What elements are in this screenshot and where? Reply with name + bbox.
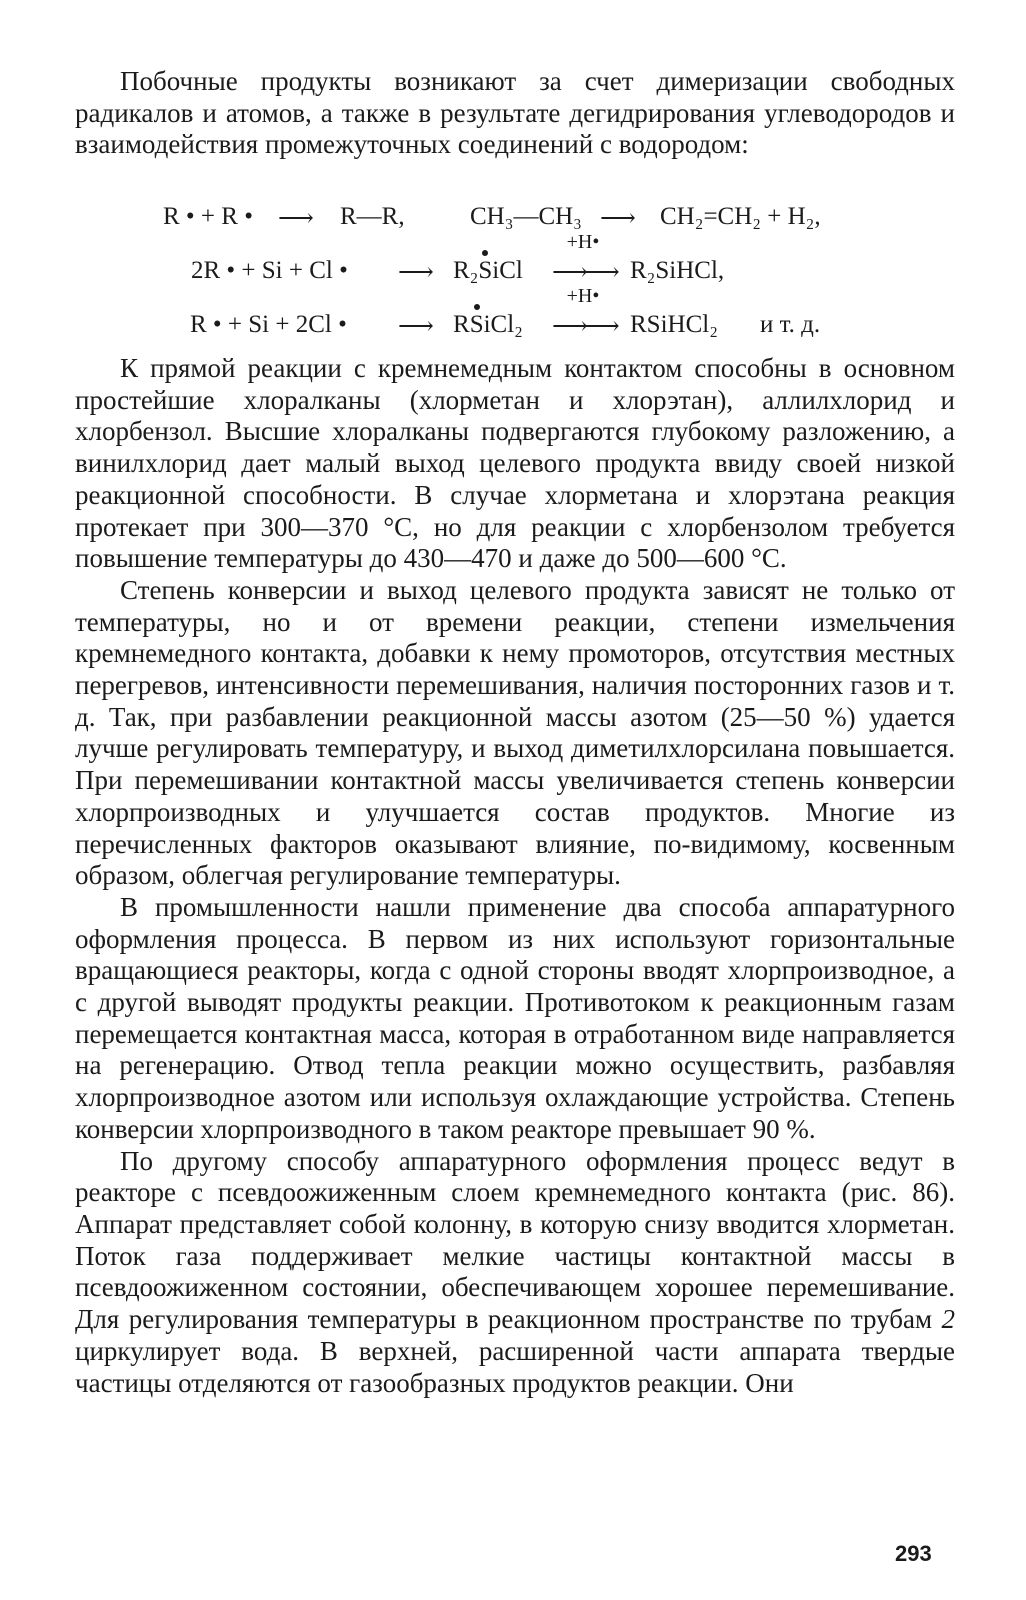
reaction-equations [0, 195, 1026, 345]
eq4-arrow-label: +H• [566, 285, 600, 307]
eq2-arrow: ⟶ [600, 205, 636, 232]
intro-text [75, 66, 955, 161]
eq1-reactants: R • + R • [163, 203, 253, 230]
eq2-products: CH₂=CH₂ + H₂, [660, 203, 821, 230]
radical-dot: S [478, 257, 493, 284]
eq1-product: R—R, [340, 203, 405, 230]
figure-ref-number: 2 [941, 1304, 956, 1335]
eq3-arrow-line: ⟶⟶ [552, 259, 616, 286]
paragraph-2: Степень конверсии и выход целевого продукта зависят не только от температуры, но и от времени реакции, степени измельчения кремнемедного контакта, добавки к нему промоторов, отсутствия местных перегревов, интенсивности перемешивания, наличия посторонних газов и т. д. Так, при разбавлении реакционной массы азотом (25—50 %) удается лучше регулировать температуру, и выход диметилхлорсилана повышается. При перемешивании контактной массы увеличивается степень конверсии хлорпроизводных и улучшается состав продуктов. Многие из перечисленных факторов оказывают влияние, по-видимому, косвенным образом, облегчая регулирование температуры. [75, 574, 955, 891]
body-text [75, 353, 955, 1399]
eq4-arrow: ⟶ [398, 313, 434, 340]
eq4-arrow-line: ⟶⟶ [552, 313, 616, 340]
intro-paragraph: Побочные продукты возникают за счет димеризации свободных радикалов и атомов, а также в результате дегидрирования углеводородов и взаимодействия промежуточных соединений с водородом: [75, 66, 955, 160]
eq3-product: R₂SiHCl, [630, 257, 725, 284]
eq4-reactants: R • + Si + 2Cl • [190, 311, 347, 338]
paragraph-1: К прямой реакции с кремнемедным контактом способны в основном простейшие хлоралканы (хлорметан и хлорэтан), аллилхлорид и хлорбензол. Высшие хлоралканы подвергаются глубокому разложению, а винилхлорид дает малый выход целевого продукта ввиду своей низкой реакционной способности. В случае хлорметана и хлорэтана реакция протекает при 300—370 °С, но для реакции с хлорбензолом требуется повышение температуры до 430—470 и даже до 500—600 °С. [75, 353, 955, 574]
eq3-arrow-label: +H• [566, 231, 600, 253]
eq4-product: RSiHCl₂ [630, 311, 718, 338]
paragraph-4-part-2: циркулирует вода. В верхней, расширенной части аппарата твердые частицы отделяются от газообразных продуктов реакции. Они [75, 1335, 955, 1398]
eq3-reactants: 2R • + Si + Cl • [191, 257, 348, 284]
eq3-intermediate: R₂SiCl [453, 257, 523, 284]
radical-dot: S [469, 311, 484, 338]
eq1-arrow: ⟶ [278, 205, 314, 232]
paragraph-4-part-1: По другому способу аппаратурного оформления процесс ведут в реакторе с псевдоожиженным слоем кремнемедного контакта (рис. 86). Аппарат представляет собой колонну, в которую снизу вводится хлорметан. Поток газа поддерживает мелкие частицы контактной массы в псевдоожиженном состоянии, обеспечивающем хорошее перемешивание. Для регулирования температуры в реакционном пространстве по трубам [75, 1145, 955, 1335]
paragraph-3: В промышленности нашли применение два способа аппаратурного оформления процесса. В первом из них используют горизонтальные вращающиеся реакторы, когда с одной стороны вводят хлорпроизводное, а с другой выводят продукты реакции. Противотоком к реакционным газам перемещается контактная масса, которая в отработанном виде направляется на регенерацию. Отвод тепла реакции можно осуществить, разбавляя хлорпроизводное азотом или используя охлаждающие устройства. Степень конверсии хлорпроизводного в таком реакторе превышает 90 %. [75, 891, 955, 1144]
page-number: 293 [895, 1541, 932, 1566]
eq2-reactant: CH₃—CH₃ [470, 203, 582, 230]
paragraph-4 [75, 1146, 955, 1400]
eq4-suffix: и т. д. [760, 311, 821, 338]
eq3-arrow: ⟶ [398, 259, 434, 286]
eq4-intermediate: RSiCl₂ [453, 311, 523, 338]
